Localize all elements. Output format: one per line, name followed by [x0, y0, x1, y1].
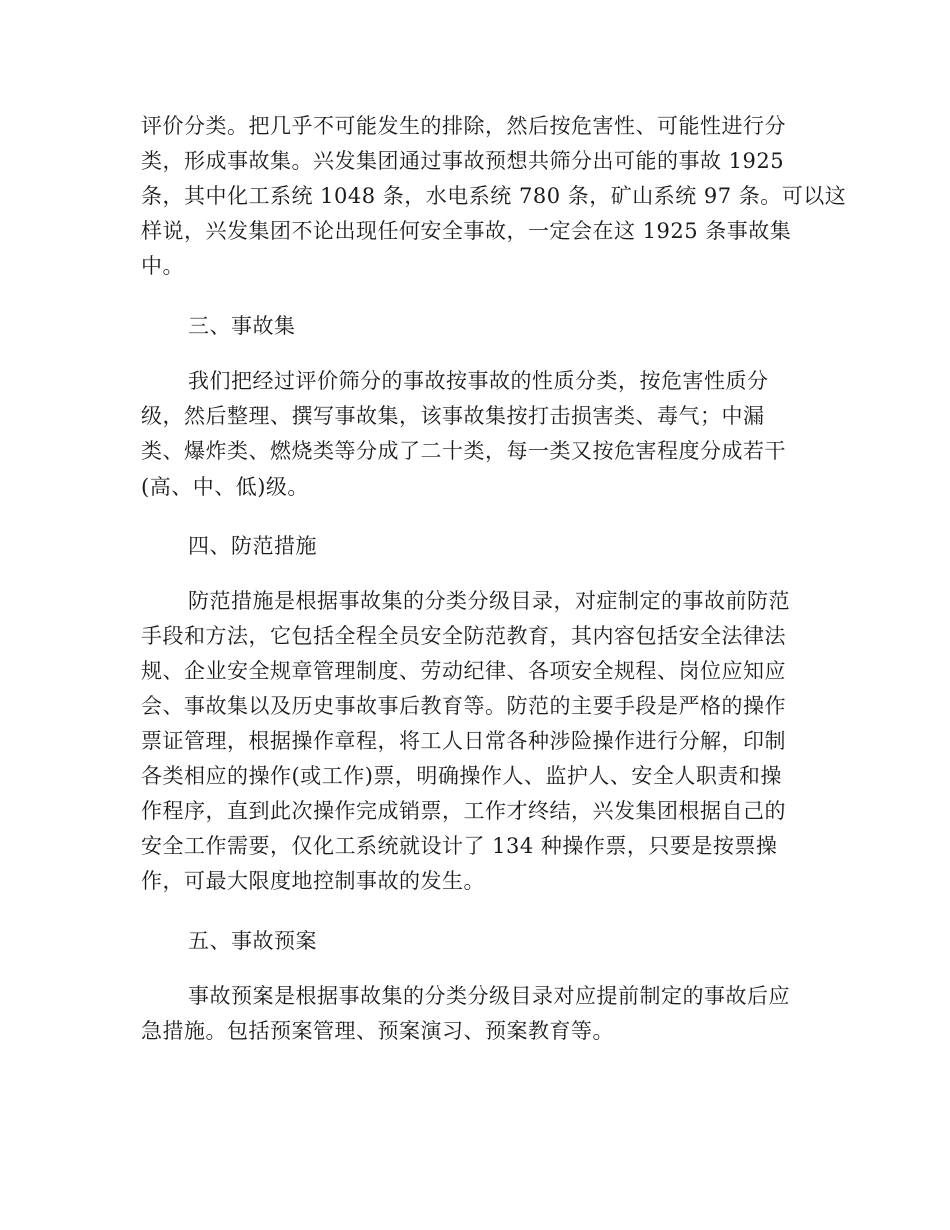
paragraph-line: 条，其中化工系统 1048 条，水电系统 780 条，矿山系统 97 条。可以这 [141, 184, 847, 208]
section-heading: 五、事故预案 [188, 929, 317, 953]
paragraph-line: 类，形成事故集。兴发集团通过事故预想共筛分出可能的事故 1925 [141, 149, 785, 173]
paragraph-line: 中。 [141, 254, 184, 278]
paragraph-line: 手段和方法，它包括全程全员安全防范教育，其内容包括安全法律法 [141, 624, 786, 648]
paragraph-line: 票证管理，根据操作章程，将工人日常各种涉险操作进行分解，印制 [141, 729, 786, 753]
paragraph-line: 事故预案是根据事故集的分类分级目录对应提前制定的事故后应 [188, 984, 790, 1008]
section-heading: 四、防范措施 [188, 534, 317, 558]
paragraph-line: 类、爆炸类、燃烧类等分成了二十类，每一类又按危害程度分成若干 [141, 439, 786, 463]
paragraph-line: 级，然后整理、撰写事故集，该事故集按打击损害类、毒气；中漏 [141, 404, 765, 428]
paragraph-line: 各类相应的操作(或工作)票，明确操作人、监护人、安全人职责和操 [141, 764, 782, 788]
paragraph-line: (高、中、低)级。 [141, 475, 309, 499]
paragraph-line: 会、事故集以及历史事故事后教育等。防范的主要手段是严格的操作 [141, 694, 786, 718]
paragraph-line: 防范措施是根据事故集的分类分级目录，对症制定的事故前防范 [188, 589, 790, 613]
paragraph-line: 安全工作需要，仅化工系统就设计了 134 种操作票，只要是按票操 [141, 834, 778, 858]
paragraph-line: 评价分类。把几乎不可能发生的排除，然后按危害性、可能性进行分 [141, 114, 786, 138]
section-heading: 三、事故集 [188, 314, 296, 338]
paragraph-line: 急措施。包括预案管理、预案演习、预案教育等。 [141, 1019, 614, 1043]
paragraph-line: 作，可最大限度地控制事故的发生。 [141, 869, 485, 893]
paragraph-line: 规、企业安全规章管理制度、劳动纪律、各项安全规程、岗位应知应 [141, 659, 786, 683]
paragraph-line: 作程序，直到此次操作完成销票，工作才终结，兴发集团根据自己的 [141, 799, 786, 823]
paragraph-line: 样说，兴发集团不论出现任何安全事故，一定会在这 1925 条事故集 [141, 219, 792, 243]
paragraph-line: 我们把经过评价筛分的事故按事故的性质分类，按危害性质分 [188, 369, 769, 393]
